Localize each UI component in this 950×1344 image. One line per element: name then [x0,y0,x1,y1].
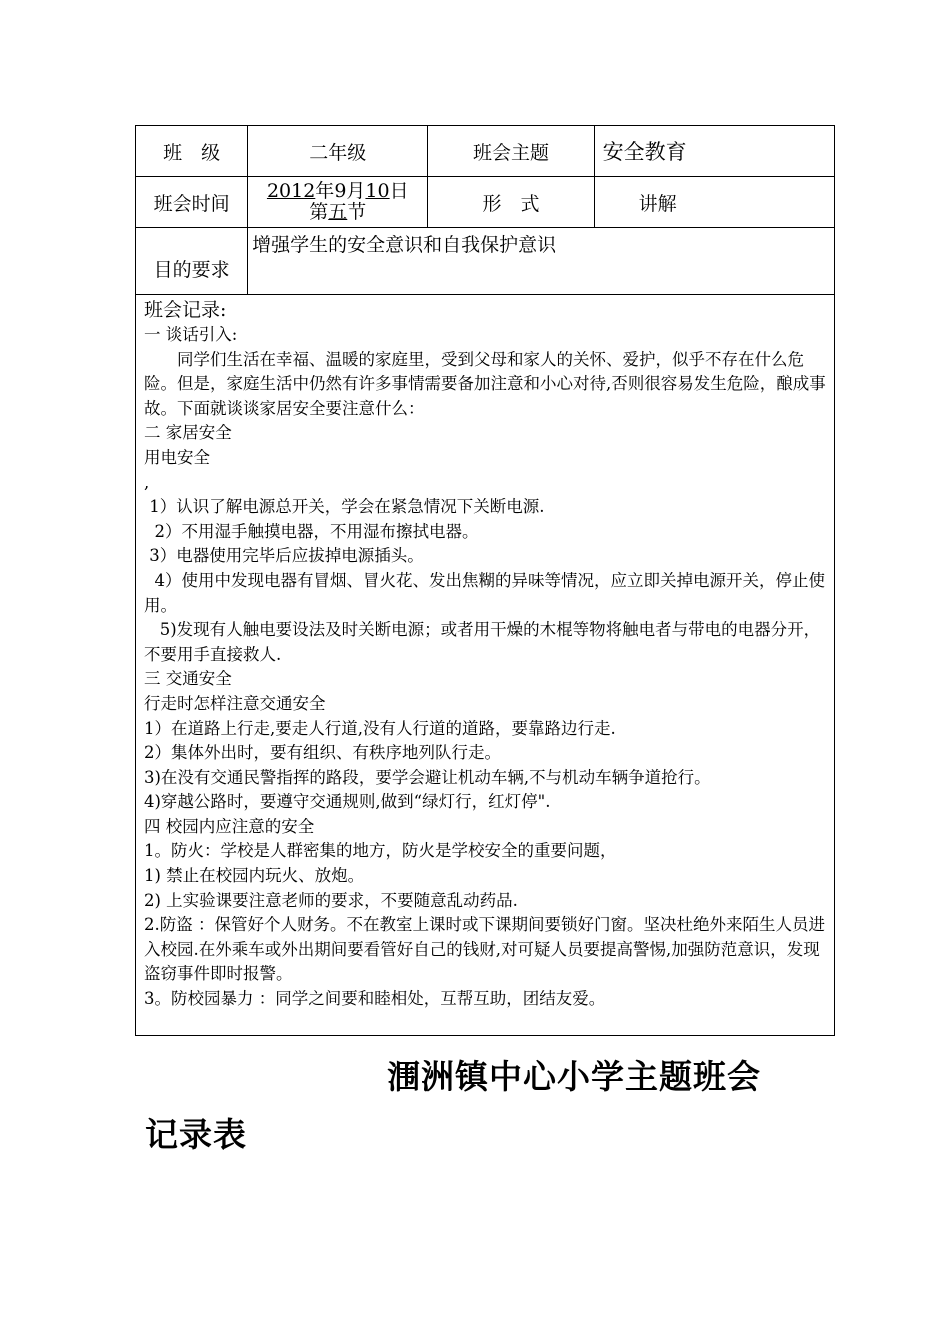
record-line: 1）认识了解电源总开关，学会在紧急情况下关断电源. [144,497,545,517]
time-year: 2012 [266,180,316,202]
topic-label: 班会主题 [428,126,594,177]
record-paragraph: 同学们生活在幸福、温暖的家庭里，受到父母和家人的关怀、爱护，似乎不存在什么危险。但是，家庭生活中仍然有许多事情需要备加注意和小心对待,否则很容易发生危险，酿成事故。下面就谈谈家居安全要注意什么： [144,349,826,418]
record-sheet [135,125,835,1036]
table-row [136,228,835,295]
form-label: 形 式 [428,177,594,228]
time-month-suffix: 月 [346,180,366,202]
meeting-record [135,295,835,1036]
record-line: 3）电器使用完毕后应拔掉电源插头。 [144,546,424,566]
section-heading: 三 交通安全 [144,669,232,689]
goal-label: 目的要求 [136,228,248,295]
goal-value: 增强学生的安全意识和自我保护意识 [248,228,835,295]
record-line: 2) 上实验课要注意老师的要求，不要随意乱动药品. [144,890,518,910]
record-line: 用电安全 [144,447,210,467]
record-line: 3)在没有交通民警指挥的路段，要学会避让机动车辆,不与机动车辆争道抢行。 [144,767,711,787]
time-period-prefix: 第 [309,201,329,223]
record-line: 3。防校园暴力 ：同学之间要和睦相处，互帮互助，团结友爱。 [144,989,606,1009]
record-line: 1) 禁止在校园内玩火、放炮。 [144,866,365,886]
class-meeting-info-table [135,125,835,295]
table-row [136,177,835,228]
title-line-2: 记录表 [145,1115,247,1154]
record-line: 1。防火：学校是人群密集的地方，防火是学校安全的重要问题， [144,841,617,861]
time-label: 班会时间 [136,177,248,228]
record-line: , [144,472,150,492]
record-heading: 班会记录: [144,299,227,321]
record-line: 2）不用湿手触摸电器，不用湿布擦拭电器。 [144,521,479,541]
time-day: 10 [365,180,390,202]
time-day-suffix: 日 [389,180,409,202]
record-line: 一 谈话引入: [144,325,238,344]
record-line: 4）使用中发现电器有冒烟、冒火花、发出焦糊的异味等情况，应立即关掉电源开关，停止使用。 [144,570,825,615]
table-row [136,126,835,177]
time-period-suffix: 节 [347,201,367,223]
section-heading: 二 家居安全 [144,423,232,443]
record-line: 2.防盗 ：保管好个人财务。不在教室上课时或下课期间要锁好门窗。坚决杜绝外来陌生人员进入校园.在外乘车或外出期间要看管好自己的钱财,对可疑人员要提高警惕,加强防范意识，发现盗窃事件即时报警。 [144,915,825,984]
time-value [248,177,428,228]
form-value: 讲解 [594,177,834,228]
time-year-suffix: 年 [315,180,335,202]
class-value: 二年级 [248,126,428,177]
record-line: 4)穿越公路时，要遵守交通规则,做到“绿灯行，红灯停". [144,792,551,812]
record-line: 5)发现有人触电要设法及时关断电源；或者用干燥的木棍等物将触电者与带电的电器分开，不要用手直接救人. [144,620,821,664]
section-heading: 四 校园内应注意的安全 [144,816,315,836]
topic-value: 安全教育 [594,126,834,177]
record-line: 1）在道路上行走,要走人行道,没有人行道的道路，要靠路边行走. [144,718,616,738]
time-month: 9 [334,180,347,202]
class-label: 班 级 [136,126,248,177]
title-line-1: 涠洲镇中心小学主题班会 [387,1057,761,1096]
record-line: 2）集体外出时，要有组织、有秩序地列队行走。 [144,743,501,763]
time-period: 五 [328,201,348,223]
record-line: 行走时怎样注意交通安全 [144,693,326,713]
document-title [145,1048,845,1164]
